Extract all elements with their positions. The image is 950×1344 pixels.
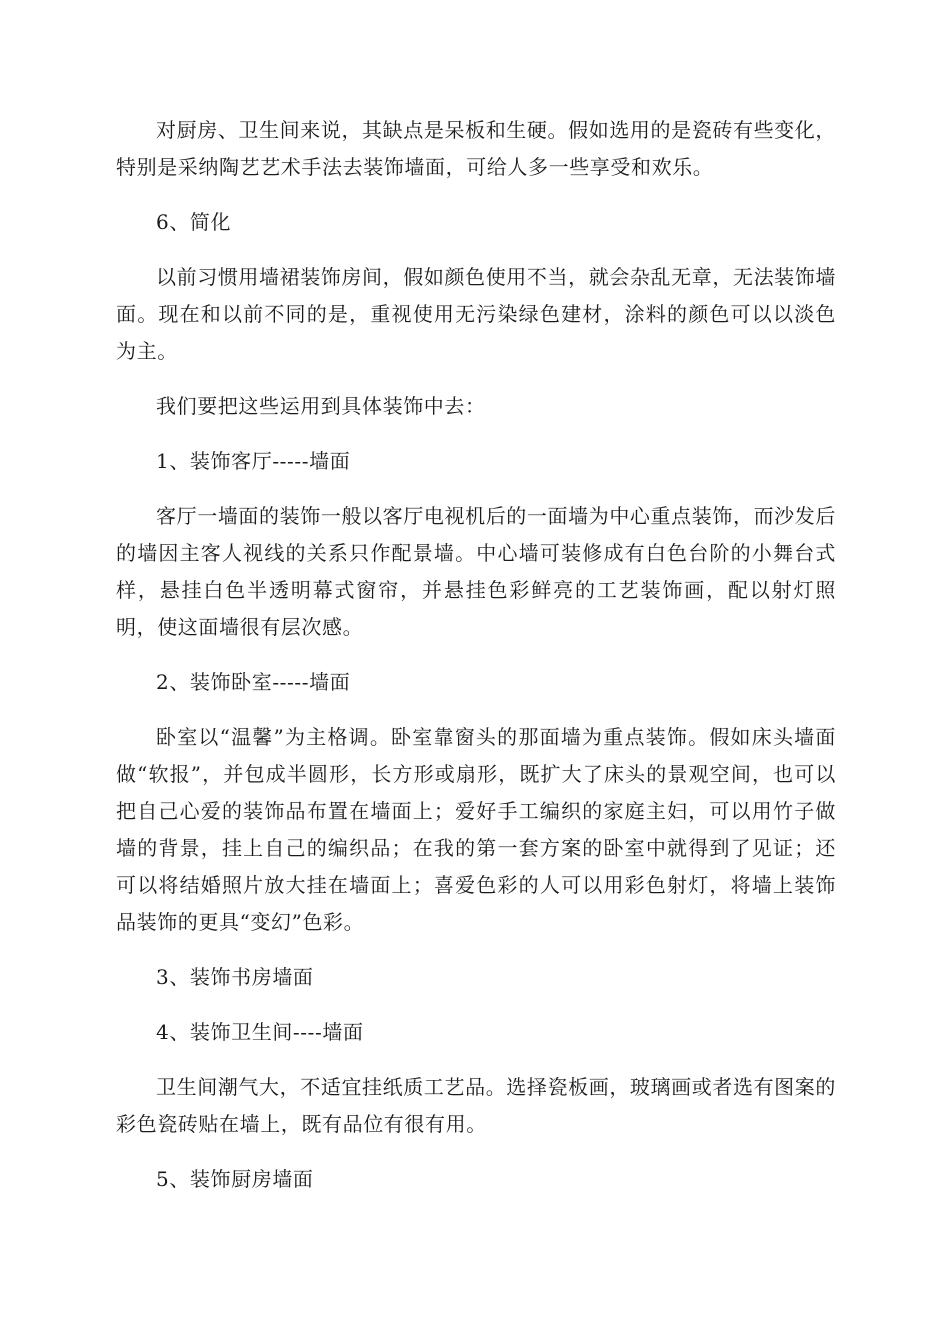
intro-line: 我们要把这些运用到具体装饰中去： <box>156 394 486 418</box>
paragraph: 卫生间潮气大，不适宜挂纸质工艺品。选择瓷板画，玻璃画或者选有图案的彩色瓷砖贴在墙上，既有品位有很有用。 <box>116 1075 836 1136</box>
paragraph: 卧室以“温馨”为主格调。卧室靠窗头的那面墙为重点装饰。假如床头墙面做“软报”，并包成半圆形，长方形或扇形，既扩大了床头的景观空间，也可以把自己心爱的装饰品布置在墙面上；爱好手工编织的家庭主妇，可以用竹子做墙的背景，挂上自己的编织品；在我的第一套方案的卧室中就得到了见证；还可以将结婚照片放大挂在墙面上；喜爱色彩的人可以用彩色射灯，将墙上装饰品装饰的更具“变幻”色彩。 <box>116 725 836 934</box>
section-heading: 4、装饰卫生间----墙面 <box>156 1020 364 1044</box>
section-heading: 5、装饰厨房墙面 <box>156 1167 314 1191</box>
document-page <box>116 112 836 1216</box>
section-heading: 3、装饰书房墙面 <box>156 965 314 989</box>
section-heading: 6、简化 <box>156 210 232 234</box>
paragraph: 以前习惯用墙裙装饰房间，假如颜色使用不当，就会杂乱无章，无法装饰墙面。现在和以前不同的是，重视使用无污染绿色建材，涂料的颜色可以以淡色为主。 <box>116 265 836 363</box>
paragraph: 对厨房、卫生间来说，其缺点是呆板和生硬。假如选用的是瓷砖有些变化，特别是采纳陶艺艺术手法去装饰墙面，可给人多一些享受和欢乐。 <box>116 118 836 179</box>
section-heading: 2、装饰卧室-----墙面 <box>156 670 351 694</box>
section-heading: 1、装饰客厅-----墙面 <box>156 449 351 473</box>
paragraph: 客厅一墙面的装饰一般以客厅电视机后的一面墙为中心重点装饰，而沙发后的墙因主客人视线的关系只作配景墙。中心墙可装修成有白色台阶的小舞台式样，悬挂白色半透明幕式窗帘，并悬挂色彩鲜亮的工艺装饰画，配以射灯照明，使这面墙很有层次感。 <box>116 504 836 639</box>
